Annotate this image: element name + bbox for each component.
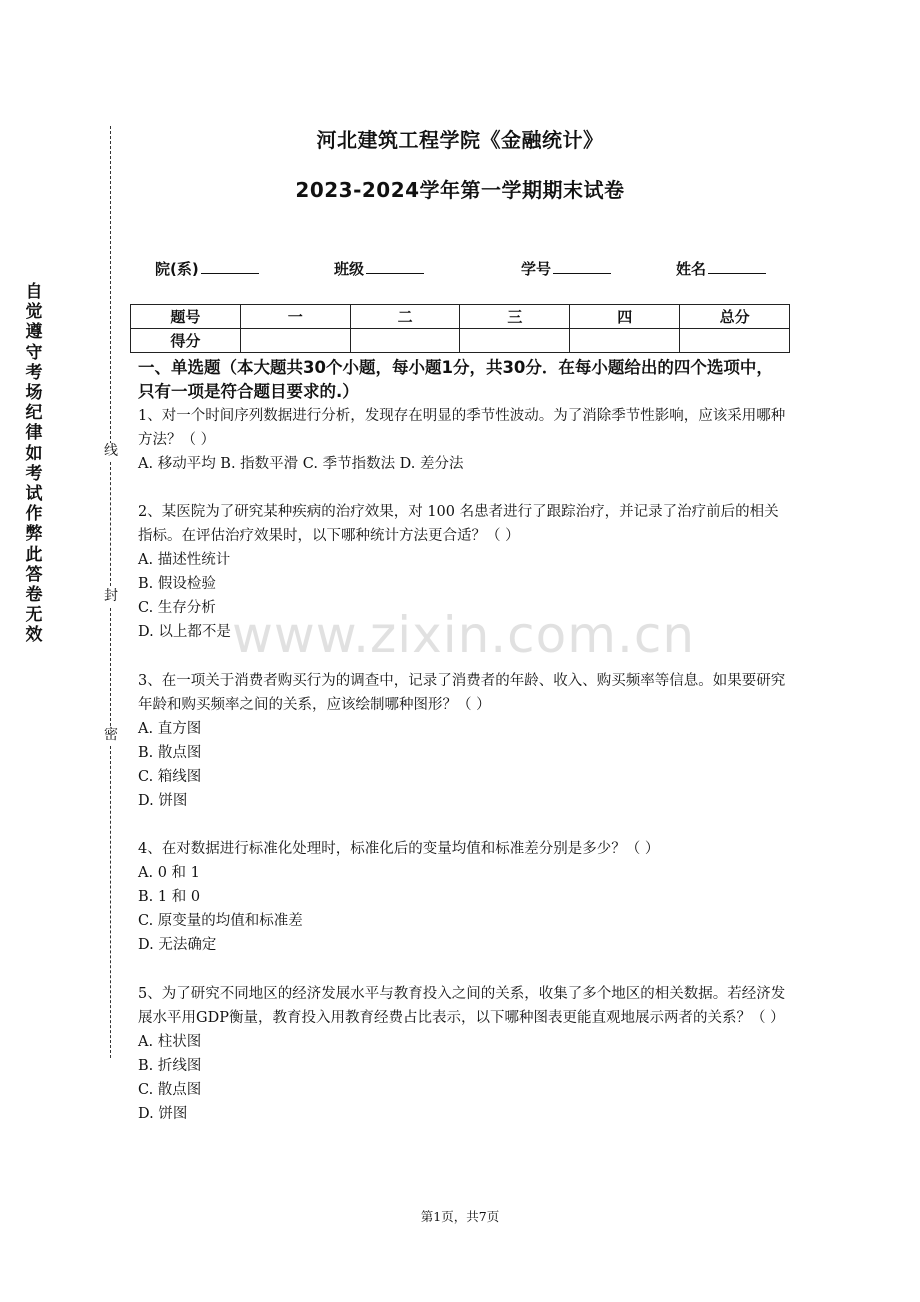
score-cell bbox=[570, 329, 680, 353]
name-blank bbox=[708, 259, 766, 274]
option-c: C. 生存分析 bbox=[138, 600, 216, 616]
exam-subtitle: 2023-2024学年第一学期期末试卷 bbox=[295, 178, 625, 202]
question-4 bbox=[138, 837, 793, 957]
exam-discipline-note: 自觉遵守考场纪律如考试作弊此答卷无效 bbox=[25, 282, 43, 646]
question-stem: 1、对一个时间序列数据进行分析，发现存在明显的季节性波动。为了消除季节性影响，应该采用哪种方法？（ ） bbox=[138, 408, 786, 448]
student-id-blank bbox=[553, 259, 611, 274]
question-1 bbox=[138, 404, 793, 476]
score-cell: 得分 bbox=[131, 329, 241, 353]
question-5 bbox=[138, 982, 793, 1126]
score-cell: 题号 bbox=[131, 305, 241, 329]
option-d: D. 饼图 bbox=[138, 793, 188, 809]
option-a: A. 描述性统计 bbox=[138, 552, 231, 568]
name-label: 姓名 bbox=[676, 260, 707, 278]
department-label: 院(系) bbox=[155, 260, 199, 278]
score-cell: 三 bbox=[460, 305, 570, 329]
question-3 bbox=[138, 669, 793, 813]
score-cell bbox=[350, 329, 460, 353]
seal-mark-mi: 密 bbox=[104, 727, 118, 743]
option-c: C. 箱线图 bbox=[138, 769, 202, 785]
option-d: D. 无法确定 bbox=[138, 937, 217, 953]
section-heading: 一、单选题（本大题共30个小题，每小题1分，共30分．在每小题给出的四个选项中，只有一项是符合题目要求的.） bbox=[138, 358, 773, 401]
question-options: A. 移动平均 B. 指数平滑 C. 季节指数法 D. 差分法 bbox=[138, 456, 464, 472]
score-cell bbox=[240, 329, 350, 353]
score-cell: 一 bbox=[240, 305, 350, 329]
option-d: D. 以上都不是 bbox=[138, 624, 231, 640]
option-b: B. 1 和 0 bbox=[138, 889, 201, 905]
score-cell: 总分 bbox=[680, 305, 790, 329]
student-id-field bbox=[521, 258, 611, 279]
binding-dashed-line bbox=[110, 746, 111, 1058]
class-label: 班级 bbox=[334, 260, 365, 278]
seal-mark-feng: 封 bbox=[104, 588, 118, 604]
score-cell bbox=[460, 329, 570, 353]
question-stem: 5、为了研究不同地区的经济发展水平与教育投入之间的关系，收集了多个地区的相关数据。若经济发展水平用GDP衡量，教育投入用教育经费占比表示，以下哪种图表更能直观地展示两者的关系？（ ） bbox=[138, 986, 786, 1026]
question-stem: 3、在一项关于消费者购买行为的调查中，记录了消费者的年龄、收入、购买频率等信息。如果要研究年龄和购买频率之间的关系，应该绘制哪种图形？（ ） bbox=[138, 673, 786, 713]
page-number: 第1页，共7页 bbox=[420, 1209, 500, 1224]
student-id-label: 学号 bbox=[521, 260, 552, 278]
binding-dashed-line bbox=[110, 462, 111, 586]
option-c: C. 散点图 bbox=[138, 1082, 202, 1098]
department-blank bbox=[201, 259, 259, 274]
question-stem: 4、在对数据进行标准化处理时，标准化后的变量均值和标准差分别是多少？（ ） bbox=[138, 841, 660, 857]
class-blank bbox=[366, 259, 424, 274]
score-table bbox=[130, 304, 790, 353]
option-d: D. 饼图 bbox=[138, 1106, 188, 1122]
name-field bbox=[676, 258, 766, 279]
binding-dashed-line bbox=[110, 608, 111, 726]
score-cell: 四 bbox=[570, 305, 680, 329]
seal-mark-xian: 线 bbox=[104, 443, 118, 459]
class-field bbox=[334, 258, 424, 279]
exam-title: 河北建筑工程学院《金融统计》 bbox=[316, 128, 604, 152]
option-a: A. 柱状图 bbox=[138, 1034, 202, 1050]
option-b: B. 折线图 bbox=[138, 1058, 202, 1074]
option-a: A. 直方图 bbox=[138, 721, 202, 737]
department-field bbox=[155, 258, 259, 279]
option-a: A. 0 和 1 bbox=[138, 865, 200, 881]
score-table-score-row bbox=[131, 329, 790, 353]
score-cell bbox=[680, 329, 790, 353]
watermark: www.zixin.com.cn bbox=[232, 606, 696, 664]
option-b: B. 假设检验 bbox=[138, 576, 216, 592]
option-c: C. 原变量的均值和标准差 bbox=[138, 913, 303, 929]
option-b: B. 散点图 bbox=[138, 745, 202, 761]
question-stem: 2、某医院为了研究某种疾病的治疗效果，对 100 名患者进行了跟踪治疗，并记录了治疗前后的相关指标。在评估治疗效果时，以下哪种统计方法更合适？（ ） bbox=[138, 504, 779, 544]
score-table-header-row bbox=[131, 305, 790, 329]
score-cell: 二 bbox=[350, 305, 460, 329]
